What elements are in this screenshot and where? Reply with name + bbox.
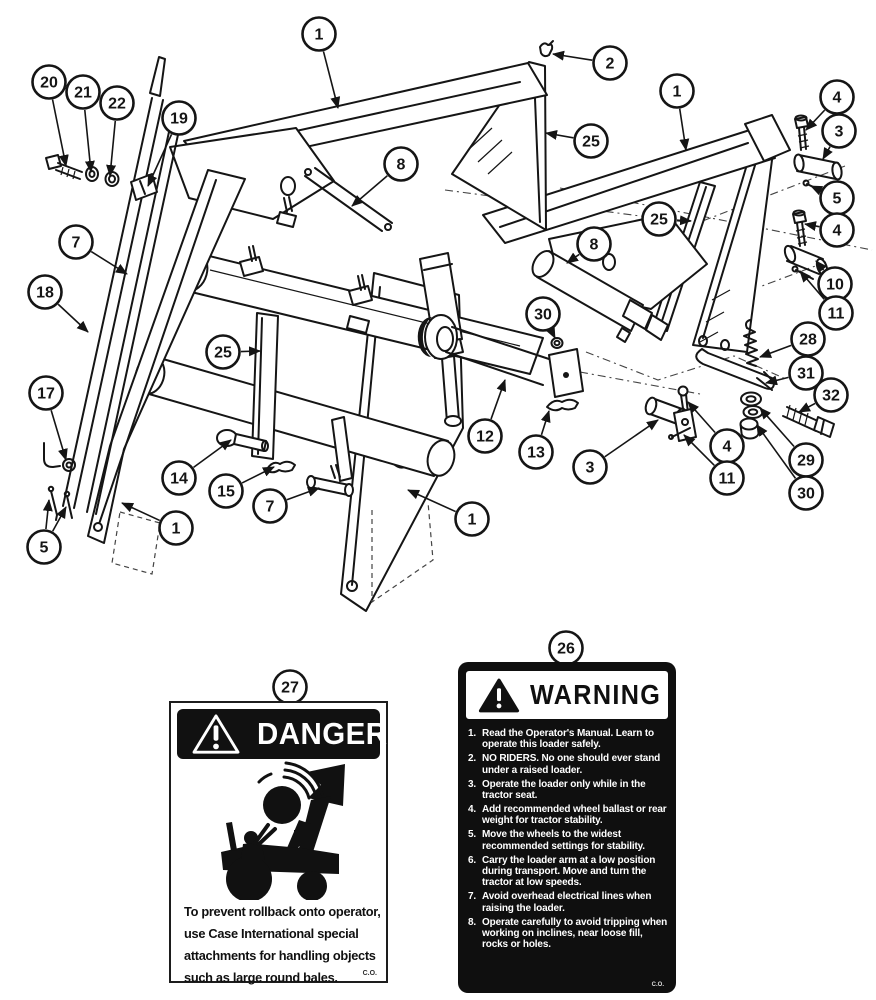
- callout-number: 20: [40, 74, 58, 92]
- callout-28: [760, 323, 825, 358]
- callout-number: 8: [396, 156, 406, 174]
- callout-18: [29, 276, 89, 333]
- nut-22: [106, 172, 119, 186]
- callout-number: 11: [718, 470, 736, 488]
- callout-number: 15: [217, 483, 235, 501]
- callout-number: 30: [797, 485, 815, 503]
- warning-item: [468, 829, 671, 852]
- warning-item-list: [468, 728, 671, 953]
- callout-3: [823, 115, 856, 160]
- callout-number: 1: [314, 26, 324, 44]
- callout-2: [553, 47, 627, 80]
- callout-number: 17: [37, 385, 55, 403]
- callout-number: 12: [476, 428, 494, 446]
- callout-number: 26: [557, 640, 575, 658]
- callout-number: 21: [74, 84, 92, 102]
- washer-21: [86, 167, 98, 181]
- callout-leader-arrow: [323, 51, 338, 108]
- callout-leader-arrow: [194, 440, 231, 467]
- callout-leader-arrow: [760, 345, 791, 357]
- callout-leader-arrow: [680, 109, 686, 150]
- callout-5: [811, 182, 854, 215]
- callout-leader-arrow: [757, 425, 795, 478]
- warning-footnote: C.O.: [651, 982, 664, 988]
- warning-header: [465, 670, 669, 720]
- callout-17: [30, 377, 67, 461]
- bolt-4-top: [795, 116, 809, 151]
- callout-leader-arrow: [91, 252, 127, 274]
- danger-label: [169, 701, 388, 983]
- callout-7: [60, 226, 128, 275]
- rops-post: [226, 822, 237, 851]
- operator-torso: [241, 842, 265, 860]
- callout-leader-arrow: [677, 220, 691, 221]
- warning-title: WARNING: [530, 679, 662, 710]
- callout-10: [816, 261, 852, 301]
- callout-number: 31: [797, 365, 815, 383]
- callout-number: 13: [527, 444, 545, 462]
- callout-number: 10: [826, 276, 844, 294]
- callout-25: [546, 125, 608, 158]
- warning-item: [468, 728, 671, 751]
- callout-number: 1: [672, 83, 682, 101]
- danger-text-line: To prevent rollback onto operator,: [184, 904, 381, 919]
- callout-leader-arrow: [51, 410, 66, 460]
- callout-leader-arrow: [110, 121, 115, 176]
- callout-number: 19: [170, 110, 188, 128]
- callout-number: 4: [832, 222, 842, 240]
- danger-footnote: C.O.: [362, 970, 377, 977]
- callout-number: 30: [534, 306, 552, 324]
- callout-number: 7: [265, 498, 275, 516]
- bolt-4-mid: [793, 211, 807, 247]
- callout-7: [254, 488, 320, 523]
- warning-item-number: 3.: [468, 778, 477, 790]
- front-wheel: [297, 871, 327, 900]
- callout-leader-arrow: [551, 330, 555, 338]
- warning-item-text: Avoid overhead electrical lines when raising the loader.: [482, 891, 652, 914]
- callout-number: 2: [605, 55, 615, 73]
- danger-text-line: use Case International special: [184, 926, 359, 941]
- callout-number: 1: [171, 520, 181, 538]
- callout-4: [688, 402, 744, 463]
- callout-number: 4: [832, 89, 842, 107]
- callout-number: 25: [650, 211, 668, 229]
- warning-item-number: 4.: [468, 803, 477, 815]
- callout-25: [207, 336, 261, 369]
- tractor-loader-rollback-pictogram: [171, 760, 386, 900]
- danger-text: [184, 901, 382, 989]
- callout-leader-arrow: [760, 408, 794, 447]
- warning-label: [458, 662, 676, 993]
- warning-item: [468, 779, 671, 802]
- warning-item-number: 7.: [468, 891, 477, 903]
- callout-leader-arrow: [241, 351, 260, 352]
- callout-leader-arrow: [53, 507, 66, 531]
- callout-leader-arrow: [287, 488, 319, 500]
- callout-number: 22: [108, 95, 126, 113]
- warning-item-number: 8.: [468, 916, 477, 928]
- callout-number: 28: [799, 331, 817, 349]
- clip-2: [540, 43, 552, 56]
- callout-number: 4: [722, 438, 732, 456]
- callout-number: 8: [589, 236, 599, 254]
- warning-item: [468, 891, 671, 914]
- callout-8: [352, 148, 418, 207]
- callout-5: [28, 500, 67, 564]
- callout-3: [574, 420, 659, 484]
- callout-number: 3: [834, 123, 844, 141]
- clip-15: [265, 462, 295, 473]
- callout-number: 5: [39, 539, 49, 557]
- round-bale: [263, 786, 301, 824]
- callout-number: 25: [214, 344, 232, 362]
- warning-item-text: Operate carefully to avoid tripping when working on inclines, near loose fill, rocks or holes.: [482, 916, 668, 951]
- callout-leader-arrow: [541, 411, 549, 435]
- cotter-pins-5: [49, 487, 72, 520]
- callout-30: [527, 298, 560, 339]
- danger-header: [177, 709, 388, 759]
- rear-wheel: [226, 856, 272, 900]
- callout-4: [805, 214, 854, 247]
- callout-leader-arrow: [811, 186, 821, 190]
- callout-number: 7: [71, 234, 81, 252]
- warning-item-text: Carry the loader arm at a low position during transport. Move and turn the tractor at low speeds.: [482, 854, 656, 889]
- callout-leader-arrow: [352, 176, 387, 206]
- callout-leader-arrow: [242, 467, 274, 483]
- callout-leader-arrow: [46, 500, 49, 529]
- callout-number: 18: [36, 284, 54, 302]
- callout-number: 29: [797, 452, 815, 470]
- warning-triangle-icon: [191, 712, 241, 756]
- washers-29-30-right: [741, 393, 763, 439]
- callout-12: [469, 380, 506, 453]
- danger-text-line: attachments for handling objects: [184, 948, 376, 963]
- warning-item-text: NO RIDERS. No one should ever stand under a raised loader.: [482, 753, 661, 776]
- warning-item-number: 1.: [468, 728, 477, 739]
- warning-item-text: Move the wheels to the widest recommended settings for stability.: [482, 829, 645, 852]
- callout-number: 27: [281, 679, 299, 697]
- hook-and-washer-17: [44, 443, 75, 471]
- callout-22: [101, 87, 134, 177]
- warning-item-text: Add recommended wheel ballast or rear weight for tractor stability.: [482, 803, 667, 827]
- warning-item: [468, 855, 671, 889]
- callout-leader-arrow: [823, 147, 830, 159]
- callout-number: 25: [582, 133, 600, 151]
- warning-item: [468, 804, 671, 827]
- callout-leader-arrow: [85, 110, 91, 172]
- warning-item: [468, 753, 671, 776]
- callout-1: [661, 75, 694, 151]
- warning-item-number: 5.: [468, 829, 477, 841]
- warning-item-number: 6.: [468, 854, 477, 866]
- callout-leader-arrow: [553, 54, 592, 60]
- nut-30-center: [552, 338, 563, 348]
- callout-20: [33, 66, 67, 167]
- pin-3-right: [793, 154, 842, 180]
- callout-leader-arrow: [799, 403, 815, 412]
- callout-13: [520, 411, 553, 469]
- brace-channel-25-left: [252, 313, 278, 459]
- warning-item: [468, 917, 671, 951]
- callout-leader-arrow: [491, 380, 505, 419]
- warning-item-number: 2.: [468, 753, 477, 765]
- clip-13: [547, 400, 578, 411]
- callout-leader-arrow: [58, 304, 88, 332]
- warning-item-text: Operate the loader only while in the tractor seat.: [482, 778, 646, 802]
- warning-triangle-icon: [478, 677, 520, 714]
- callout-number: 3: [585, 459, 595, 477]
- danger-title: DANGER: [257, 716, 388, 751]
- danger-text-line: such as large round bales.: [184, 970, 338, 985]
- callout-1: [303, 18, 339, 109]
- callout-leader-arrow: [805, 224, 819, 227]
- callout-number: 11: [827, 305, 845, 323]
- callout-number: 14: [170, 470, 188, 488]
- callout-leader-arrow: [546, 133, 573, 138]
- callout-number: 1: [467, 511, 477, 529]
- callout-number: 32: [822, 387, 840, 405]
- warning-item-text: Read the Operator's Manual. Learn to operate this loader safely.: [482, 728, 655, 751]
- callout-number: 5: [832, 190, 842, 208]
- callout-21: [67, 76, 100, 173]
- callout-leader-arrow: [605, 420, 658, 457]
- callout-27: [274, 671, 307, 704]
- callout-26: [550, 632, 583, 665]
